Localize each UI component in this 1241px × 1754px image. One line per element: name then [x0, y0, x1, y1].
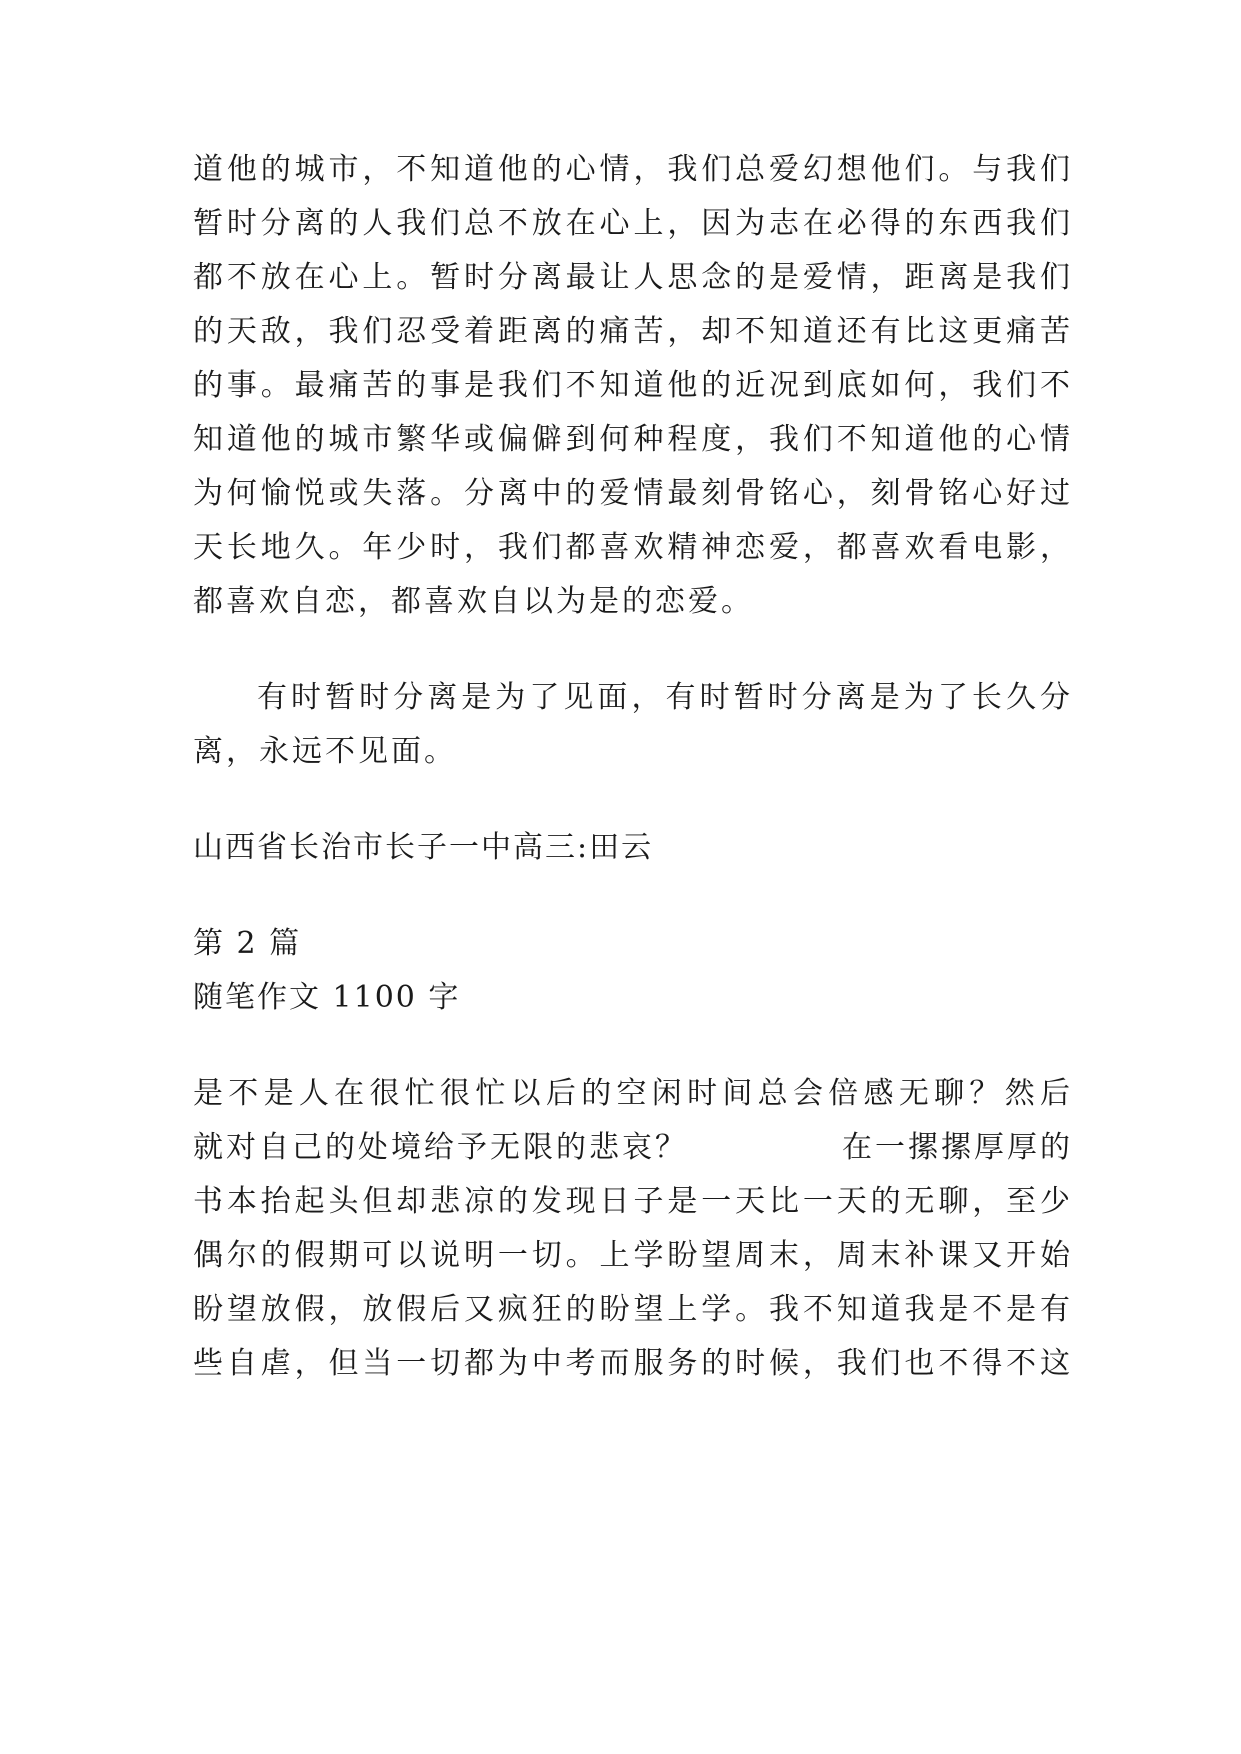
paragraph-line: 都喜欢自恋，都喜欢自以为是的恋爱。 — [193, 584, 754, 619]
paragraph-line: 的天敌，我们忍受着距离的痛苦，却不知道还有比这更痛苦 — [193, 314, 1073, 349]
paragraph-line: 知道他的城市繁华或偏僻到何种程度，我们不知道他的心情 — [193, 422, 1073, 457]
section-number: 第 2 篇 — [193, 926, 302, 961]
paragraph-line: 的事。最痛苦的事是我们不知道他的近况到底如何，我们不 — [193, 368, 1073, 403]
paragraph-line: 都不放在心上。暂时分离最让人思念的是爱情，距离是我们 — [193, 260, 1073, 295]
paragraph-line: 有时暂时分离是为了见面，有时暂时分离是为了长久分 — [257, 680, 1073, 715]
paragraph-line: 些自虐，但当一切都为中考而服务的时候，我们也不得不这 — [193, 1346, 1073, 1381]
paragraph-line: 偶尔的假期可以说明一切。上学盼望周末，周末补课又开始 — [193, 1238, 1073, 1273]
paragraph-line — [193, 1126, 1073, 1170]
paragraph-line-right: 在一摞摞厚厚的 — [842, 1130, 1073, 1165]
paragraph-line: 天长地久。年少时，我们都喜欢精神恋爱，都喜欢看电影， — [193, 530, 1073, 565]
signature: 山西省长治市长子一中高三:田云 — [193, 830, 654, 865]
paragraph-line: 书本抬起头但却悲凉的发现日子是一天比一天的无聊，至少 — [193, 1184, 1073, 1219]
paragraph-line-left: 就对自己的处境给予无限的悲哀？ — [193, 1130, 688, 1165]
paragraph-line: 暂时分离的人我们总不放在心上，因为志在必得的东西我们 — [193, 206, 1073, 241]
paragraph-line: 盼望放假，放假后又疯狂的盼望上学。我不知道我是不是有 — [193, 1292, 1073, 1327]
paragraph-line: 为何愉悦或失落。分离中的爱情最刻骨铭心，刻骨铭心好过 — [193, 476, 1073, 511]
section-title: 随笔作文 1100 字 — [193, 980, 461, 1015]
paragraph-line: 道他的城市，不知道他的心情，我们总爱幻想他们。与我们 — [193, 152, 1073, 187]
paragraph-line: 是不是人在很忙很忙以后的空闲时间总会倍感无聊？然后 — [193, 1076, 1073, 1111]
paragraph-line: 离，永远不见面。 — [193, 734, 457, 769]
